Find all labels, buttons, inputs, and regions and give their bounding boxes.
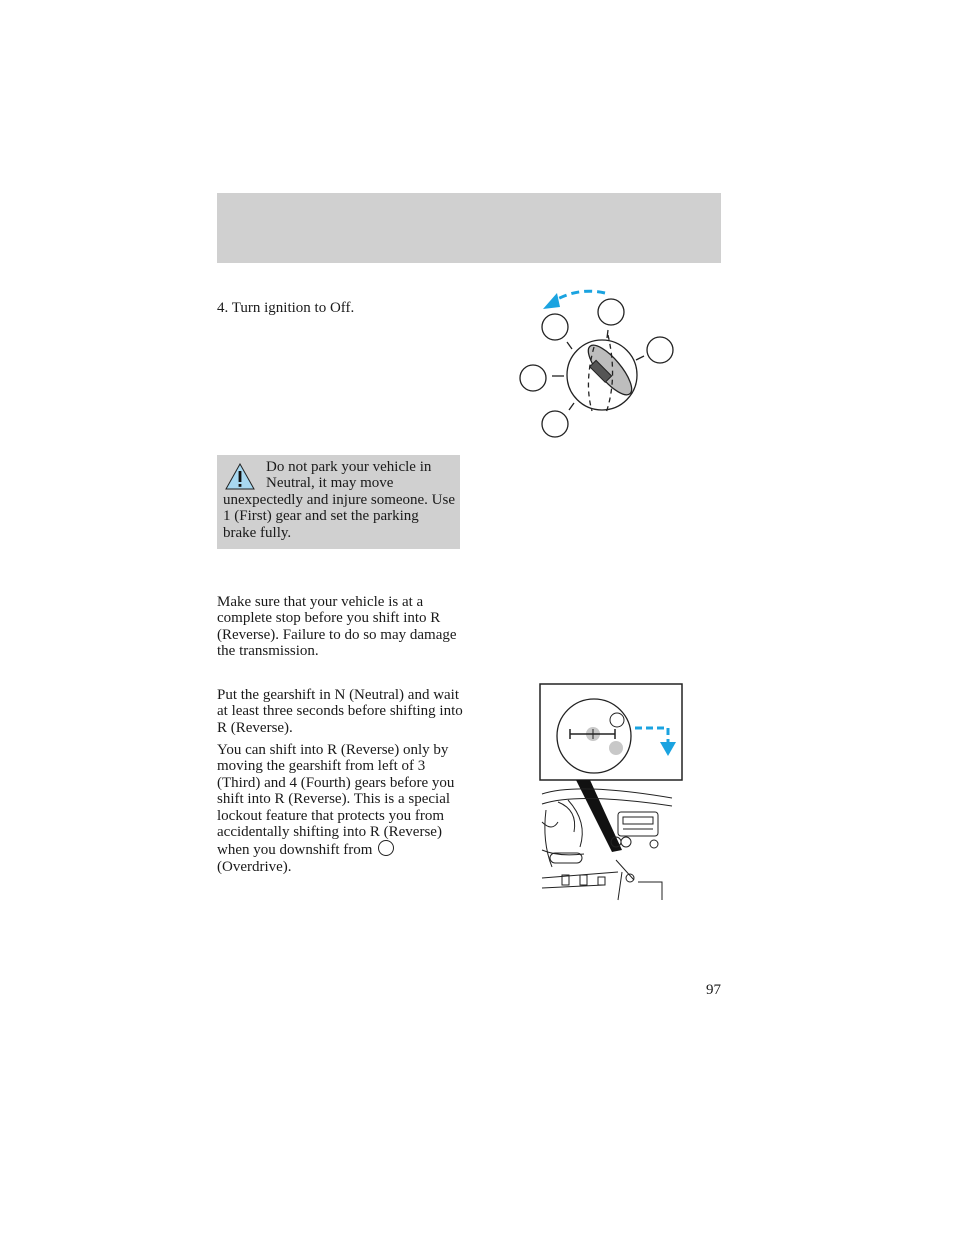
warning-text-content: Do not park your vehicle in Neutral, it may move unexpectedly and injure someone. Use 1 (First) gear and set the parking brake fully. xyxy=(223,459,456,541)
warning-box xyxy=(217,455,460,549)
off-arrow-head-icon xyxy=(543,293,560,309)
lockout-paragraph xyxy=(217,742,467,875)
page-number: 97 xyxy=(706,982,721,998)
overdrive-circle-icon xyxy=(378,840,394,856)
ignition-position-circle-top xyxy=(598,299,624,325)
ignition-position-circle-upper-left xyxy=(542,314,568,340)
warning-text xyxy=(223,459,455,541)
ignition-position-circle-right xyxy=(647,337,673,363)
off-arrow-path xyxy=(554,291,605,301)
ignition-position-circle-bottom xyxy=(542,411,568,437)
lockout-text-before: You can shift into R (Reverse) only by moving the gearshift from left of 3 (Third) and 4 (Fourth) gears before you shift into R (Reverse). This is a special lockout feature that protects you from accidentally shifting into R (Reverse) when you downshift from xyxy=(217,742,455,859)
reverse-stop-paragraph: Make sure that your vehicle is at a complete stop before you shift into R (Reverse). Failure to do so may damage the transmission. xyxy=(217,594,457,660)
step-4-text: 4. Turn ignition to Off. xyxy=(217,300,355,316)
ignition-position-circle-left xyxy=(520,365,546,391)
lockout-text-after: (Overdrive). xyxy=(217,858,292,875)
gearshift-diagram xyxy=(538,682,688,907)
header-band xyxy=(217,193,721,263)
ignition-diagram xyxy=(510,283,690,443)
neutral-wait-paragraph: Put the gearshift in N (Neutral) and wait at least three seconds before shifting into R (Reverse). xyxy=(217,687,463,736)
